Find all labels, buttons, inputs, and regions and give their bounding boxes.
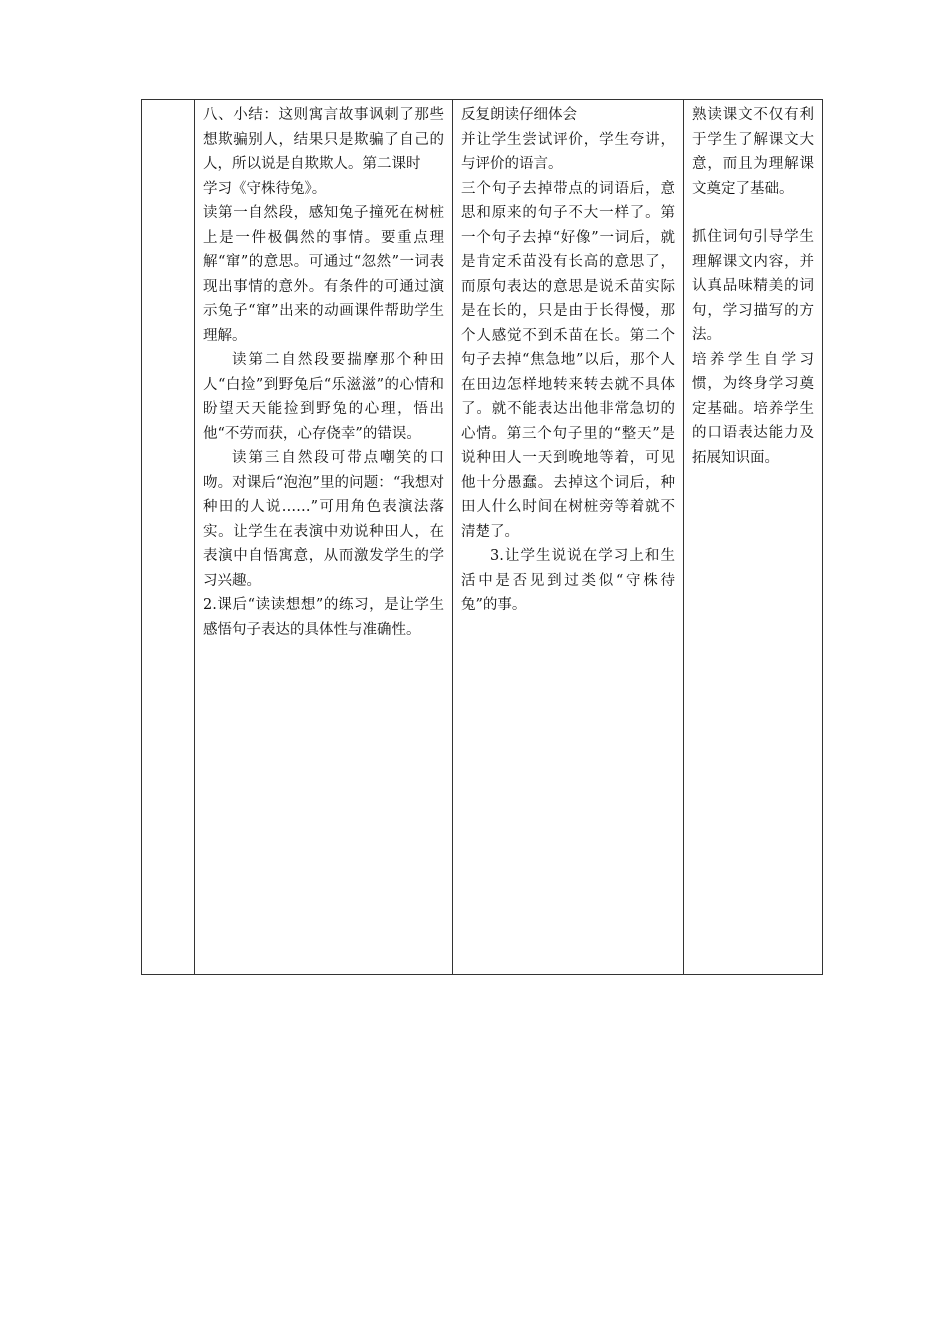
intent-para-words: 抓住词句引导学生理解课文内容，并认真品味精美的词句，学习描写的方法。 [692,229,814,343]
process-para-lesson-title: 学习《守株待兔》。 [203,180,327,197]
process-para-second-section: 读第二自然段要揣摩那个种田人“白捡”到野兔后“乐滋滋”的心情和盼望天天能捡到野兔的心理，悟出他“不劳而获，心存侥幸”的错误。 [203,352,444,442]
lesson-plan-table [141,99,823,975]
intent-para-habits: 培养学生自学习惯，为终身学习奠定基础。培养学生的口语表达能力及拓展知识面。 [692,351,814,466]
process-para-first-section: 读第一自然段，感知兔子撞死在树桩上是一件极偶然的事情。要重点理解“窜”的意思。可通过“忽然”一词表现出事情的意外。有条件的可通过演示兔子“窜”出来的动画课件帮助学生理解。 [203,205,444,344]
activity-para-discussion: 3.让学生说说在学习上和生活中是否见到过类似“守株待兔”的事。 [461,548,675,613]
cell-empty [142,100,195,975]
cell-teaching-process [195,100,453,975]
intent-para-reading: 熟读课文不仅有利于学生了解课文大意，而且为理解课文奠定了基础。 [692,107,814,197]
process-para-exercise: 2.课后“读读想想”的练习，是让学生感悟句子表达的具体性与准确性。 [203,597,444,638]
activity-para-evaluation: 并让学生尝试评价，学生夸讲，与评价的语言。 [461,131,675,172]
cell-student-activity [453,100,684,975]
process-para-third-section: 读第三自然段可带点嘲笑的口吻。对课后“泡泡”里的问题：“我想对种田的人说……”可用角色表演法落实。让学生在表演中劝说种田人，在表演中自悟寓意，从而激发学生的学习兴趣。 [203,450,444,589]
activity-para-reading: 反复朗读仔细体会 [461,107,577,123]
activity-para-sentences: 三个句子去掉带点的词语后，意思和原来的句子不大一样了。第一个句子去掉“好像”一词后，就是肯定禾苗没有长高的意思了，而原句表达的意思是说禾苗实际是在长的，只是由于长得慢，那个人感觉不到禾苗在长。第二个句子去掉“焦急地”以后，那个人在田边怎样地转来转去就不具体了。就不能表达出他非常急切的心情。第三个句子里的“整天”是说种田人一天到晚地等着，可见他十分愚蠢。去掉这个词后，种田人什么时间在树桩旁等着就不清楚了。 [461,180,675,540]
process-para-summary: 八、小结：这则寓言故事讽刺了那些想欺骗别人，结果只是欺骗了自己的人，所以说是自欺欺人。第二课时 [203,107,444,172]
table-row [142,100,823,975]
cell-design-intent [684,100,823,975]
intent-gap [692,201,814,225]
